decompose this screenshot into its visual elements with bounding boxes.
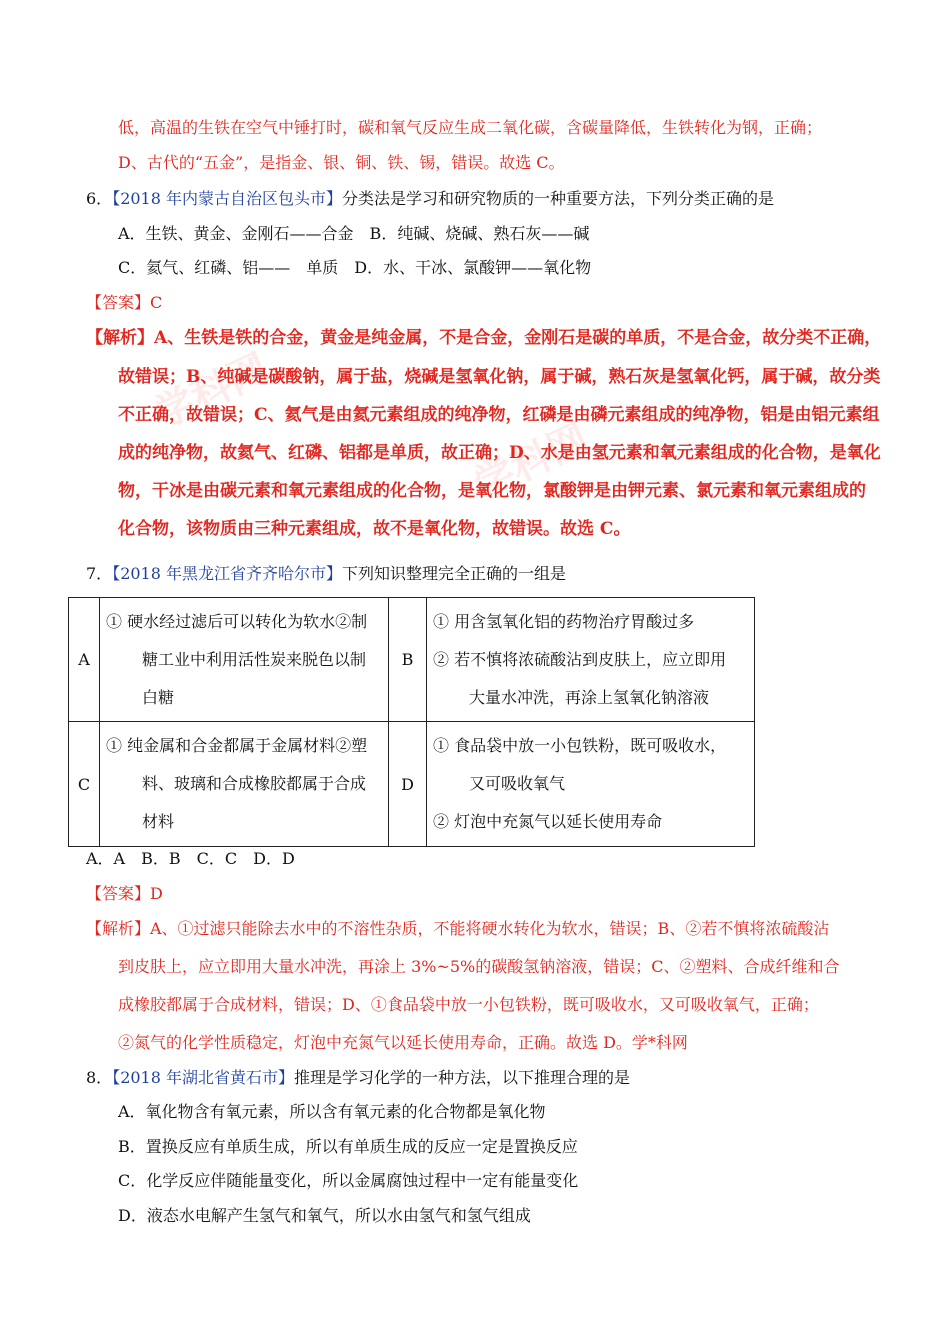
question-6-explanation: 成的纯净物，故氦气、红磷、铝都是单质，故正确；D、水是由氢元素和氧元素组成的化合物，是氧化 xyxy=(118,443,881,463)
question-source: 【2018 年内蒙古自治区包头市】 xyxy=(112,189,342,208)
question-7-options: A．A B．B C．C D．D xyxy=(86,849,295,868)
question-7-explanation: 成橡胶都属于合成材料，错误；D、①食品袋中放一小包铁粉，既可吸收水，又可吸收氧气，正确； xyxy=(118,995,819,1014)
question-number: 8． xyxy=(86,1068,113,1087)
question-7-answer: 【答案】D xyxy=(86,884,163,903)
question-text: 推理是学习化学的一种方法，以下推理合理的是 xyxy=(294,1068,631,1087)
table-cell-label: C xyxy=(69,722,100,847)
question-6-explanation: 【解析】A、生铁是铁的合金，黄金是纯金属，不是合金，金刚石是碳的单质，不是合金，故分类不正确， xyxy=(86,328,882,348)
question-source: 【2018 年湖北省黄石市】 xyxy=(112,1068,294,1087)
table-cell-label: D xyxy=(389,722,427,847)
prev-explanation-line: 低，高温的生铁在空气中锤打时，碳和氧气反应生成二氧化碳，含碳量降低，生铁转化为钢，正确； xyxy=(118,118,823,137)
question-6-explanation: 不正确，故错误；C、氦气是由氦元素组成的纯净物，红磷是由磷元素组成的纯净物，铝是由铝元素组 xyxy=(118,405,880,425)
table-cell-content: ① 用含氢氧化铝的药物治疗胃酸过多 ② 若不慎将浓硫酸沾到皮肤上，应立即用 大量水冲洗，再涂上氢氧化钠溶液 xyxy=(427,598,755,722)
question-7-explanation: 【解析】A、①过滤只能除去水中的不溶性杂质，不能将硬水转化为软水，错误；B、②若不慎将浓硫酸沾 xyxy=(86,919,830,938)
question-6-answer: 【答案】C xyxy=(86,293,163,312)
question-8-option-d: D．液态水电解产生氢气和氧气，所以水由氢气和氢气组成 xyxy=(118,1206,531,1225)
question-text: 分类法是学习和研究物质的一种重要方法，下列分类正确的是 xyxy=(342,189,775,208)
question-8-option-b: B．置换反应有单质生成，所以有单质生成的反应一定是置换反应 xyxy=(118,1137,578,1156)
table-cell-content: ① 硬水经过滤后可以转化为软水②制 糖工业中利用活性炭来脱色以制 白糖 xyxy=(100,598,389,722)
question-text: 下列知识整理完全正确的一组是 xyxy=(342,564,567,583)
question-8-option-c: C．化学反应伴随能量变化，所以金属腐蚀过程中一定有能量变化 xyxy=(118,1171,579,1190)
watermark: 学科网 xyxy=(467,415,596,508)
question-6-explanation: 物，干冰是由碳元素和氧元素组成的化合物，是氧化物，氯酸钾是由钾元素、氯元素和氧元素组成的 xyxy=(118,481,866,501)
question-number: 7． xyxy=(86,564,113,583)
table-cell-label: A xyxy=(69,598,100,722)
table-cell-content: ① 食品袋中放一小包铁粉，既可吸收水， 又可吸收氧气 ② 灯泡中充氮气以延长使用寿命 xyxy=(427,722,755,847)
question-6-explanation: 化合物，该物质由三种元素组成，故不是氧化物，故错误。故选 C。 xyxy=(118,519,631,539)
question-6-options-ab: A．生铁、黄金、金刚石——合金 B．纯碱、烧碱、熟石灰——碱 xyxy=(118,224,590,243)
prev-explanation-line: D、古代的“五金”，是指金、银、铜、铁、锡，错误。故选 C。 xyxy=(118,153,565,172)
question-8-option-a: A．氧化物含有氧元素，所以含有氧元素的化合物都是氧化物 xyxy=(118,1102,546,1121)
question-7-stem xyxy=(86,563,566,585)
question-8-stem xyxy=(86,1067,630,1089)
question-6-options-cd: C．氦气、红磷、铝—— 单质 D．水、干冰、氯酸钾——氧化物 xyxy=(118,258,592,277)
question-7-explanation: 到皮肤上，应立即用大量水冲洗，再涂上 3%~5%的碳酸氢钠溶液，错误；C、②塑料、合成纤维和合 xyxy=(118,957,840,976)
question-7-explanation: ②氮气的化学性质稳定，灯泡中充氮气以延长使用寿命，正确。故选 D。学*科网 xyxy=(118,1033,688,1052)
question-number: 6． xyxy=(86,189,113,208)
table-cell-content: ① 纯金属和合金都属于金属材料②塑 料、玻璃和合成橡胶都属于合成 材料 xyxy=(100,722,389,847)
question-6-explanation: 故错误；B、纯碱是碳酸钠，属于盐，烧碱是氢氧化钠，属于碱，熟石灰是氢氧化钙，属于碱，故分类 xyxy=(118,367,881,387)
question-source: 【2018 年黑龙江省齐齐哈尔市】 xyxy=(112,564,342,583)
table-cell-label: B xyxy=(389,598,427,722)
watermark: 学科网 xyxy=(147,345,276,438)
question-7-table xyxy=(68,597,755,847)
question-6-stem xyxy=(86,188,774,210)
